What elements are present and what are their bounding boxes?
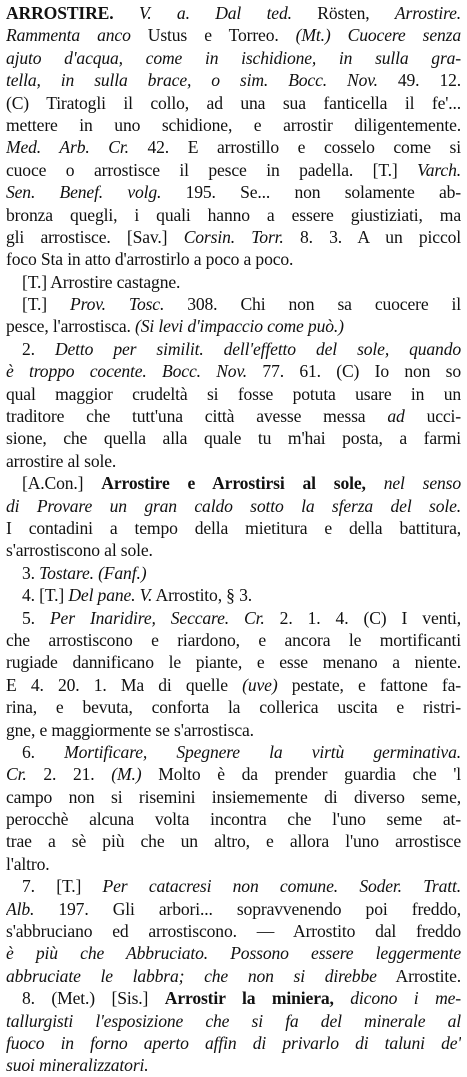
entry-line bbox=[6, 226, 461, 248]
entry-line bbox=[6, 338, 461, 360]
italic-text: Cuocere senza bbox=[347, 25, 461, 46]
italic-text: Mortificare, Spegnere la virtù germinativa. bbox=[64, 741, 461, 762]
roman-text bbox=[334, 988, 351, 1008]
entry-line bbox=[6, 248, 461, 270]
entry-line bbox=[6, 853, 461, 875]
roman-text: 2. 21. bbox=[26, 764, 112, 785]
roman-text: 308. Chi non sa cuocere il bbox=[164, 294, 461, 315]
entry-line bbox=[6, 830, 461, 852]
entry-line bbox=[6, 181, 461, 203]
roman-text: traditore che tutt'una città avesse messa bbox=[6, 406, 388, 427]
italic-text: (Si levi d'impaccio come può.) bbox=[134, 316, 344, 337]
roman-text: bronza quegli, i quali hanno a essere giustiziati, ma bbox=[6, 204, 461, 225]
entry-line bbox=[6, 987, 461, 1009]
entry-line bbox=[6, 360, 461, 382]
entry-line bbox=[6, 293, 461, 315]
roman-text: [T.] Arrostire castagne. bbox=[22, 271, 181, 292]
entry-line bbox=[6, 763, 461, 785]
entry-line bbox=[6, 2, 461, 24]
roman-text: s'arrostiscono al sole. bbox=[6, 540, 153, 561]
roman-text: Rösten, bbox=[291, 3, 395, 23]
entry-line bbox=[6, 450, 461, 472]
entry-line bbox=[6, 159, 461, 181]
entry-line bbox=[6, 472, 461, 494]
italic-text: abbruciate le labbra; che non si direbbe bbox=[6, 965, 377, 986]
italic-text: Detto per similit. dell'effetto del sole, quando bbox=[54, 338, 461, 359]
italic-text: Per Inaridire, Seccare. Cr. bbox=[49, 607, 265, 628]
italic-text: suoi mineralizzatori. bbox=[6, 1055, 149, 1076]
italic-text: di Provare un gran caldo sotto la sferza del sole. bbox=[6, 495, 461, 516]
entry-line bbox=[6, 1032, 461, 1054]
entry-line bbox=[6, 741, 461, 763]
entry-line bbox=[6, 898, 461, 920]
italic-text: tallurgisti l'esposizione che si fa del minerale al bbox=[6, 1010, 461, 1031]
entry-line bbox=[6, 517, 461, 539]
entry-line bbox=[6, 47, 461, 69]
italic-text: Sen. Benef. volg. bbox=[6, 182, 162, 203]
italic-text: Per catacresi non comune. Soder. Tratt. bbox=[102, 876, 461, 897]
entry-line bbox=[6, 495, 461, 517]
roman-text: 2. 1. 4. (C) I venti, bbox=[264, 607, 461, 628]
italic-text: ajuto d'acqua, come in ischidione, in sulla gra- bbox=[6, 47, 461, 68]
roman-text: Arrostito, § 3. bbox=[152, 585, 252, 606]
entry-line bbox=[6, 315, 461, 337]
dictionary-entry-arrostire bbox=[6, 2, 461, 1077]
roman-text: (C) Tiratogli il collo, ad una sua fanticella il fe'... bbox=[6, 92, 461, 113]
roman-text: 49. 12. bbox=[377, 70, 461, 91]
italic-text: Del pane. V. bbox=[68, 585, 153, 606]
roman-text bbox=[366, 473, 384, 493]
entry-line bbox=[6, 427, 461, 449]
roman-text: campo non si risemini insiememente di diverso seme, bbox=[6, 786, 461, 807]
roman-text: 195. Se... non solamente ab- bbox=[161, 182, 461, 203]
roman-text: Ustus e Torreo. bbox=[130, 25, 296, 46]
entry-line bbox=[6, 114, 461, 136]
entry-line bbox=[6, 271, 461, 293]
roman-text: gli arrostisce. [Sav.] bbox=[6, 226, 184, 247]
entry-line bbox=[6, 383, 461, 405]
entry-line bbox=[6, 719, 461, 741]
italic-text: Cr. bbox=[6, 764, 27, 785]
roman-text: che arrostiscono e riardono, e ancora le mortificanti bbox=[6, 629, 461, 650]
entry-line bbox=[6, 69, 461, 91]
roman-text: sione, che quella alla quale tu m'hai posta, a farmi bbox=[6, 428, 461, 449]
italic-text: Arrostire. bbox=[394, 3, 461, 23]
italic-text: tella, in sulla brace, o sim. Bocc. Nov. bbox=[6, 70, 378, 91]
roman-text: perocchè alcuna volta incontra che l'uno seme at- bbox=[6, 809, 461, 830]
entry-line bbox=[6, 607, 461, 629]
entry-line bbox=[6, 539, 461, 561]
entry-line bbox=[6, 204, 461, 226]
entry-line bbox=[6, 562, 461, 584]
italic-text: nel senso bbox=[383, 473, 461, 494]
entry-line bbox=[6, 674, 461, 696]
roman-text: Arrostite. bbox=[376, 965, 461, 986]
roman-text: Molto è da prender guardia che 'l bbox=[141, 764, 461, 785]
roman-text bbox=[114, 3, 139, 23]
roman-text: s'abbruciano ed arrostiscono. — Arrostito dal freddo bbox=[6, 921, 461, 942]
roman-text: [T.] bbox=[22, 294, 70, 315]
roman-text: 42. E arrostillo e cosselo come si bbox=[128, 137, 461, 158]
roman-text: 77. 61. (C) Io non so bbox=[247, 361, 461, 382]
bold-text: Arrostir la miniera, bbox=[164, 988, 334, 1009]
italic-text: Corsin. Torr. bbox=[183, 226, 284, 247]
entry-line bbox=[6, 405, 461, 427]
italic-text: (M.) bbox=[111, 764, 142, 785]
roman-text: 197. Gli arbori... sopravvenendo poi freddo, bbox=[34, 898, 461, 919]
roman-text: ucci- bbox=[404, 406, 461, 427]
roman-text: foco Sta in atto d'arrostirlo a poco a poco. bbox=[6, 249, 294, 270]
italic-text: dicono i me- bbox=[350, 988, 461, 1009]
roman-text bbox=[331, 25, 348, 45]
entry-line bbox=[6, 1054, 461, 1076]
italic-text: Tostare. (Fanf.) bbox=[39, 562, 147, 583]
roman-text: arrostire al sole. bbox=[6, 450, 117, 471]
roman-text: 4. [T.] bbox=[22, 585, 69, 606]
italic-text: (uve) bbox=[242, 674, 278, 695]
roman-text: 8. (Met.) [Sis.] bbox=[22, 988, 165, 1009]
entry-line bbox=[6, 942, 461, 964]
italic-text: è più che Abbruciato. Possono essere leggermente bbox=[6, 943, 461, 964]
roman-text: 2. bbox=[22, 338, 55, 359]
entry-line bbox=[6, 808, 461, 830]
roman-text: mettere in uno schidione, e arrostir diligentemente. bbox=[6, 114, 461, 135]
bold-text: ARROSTIRE. bbox=[6, 3, 114, 23]
entry-line bbox=[6, 875, 461, 897]
roman-text: E 4. 20. 1. Ma di quelle bbox=[6, 674, 243, 695]
roman-text: [A.Con.] bbox=[22, 473, 102, 494]
roman-text: 7. [T.] bbox=[22, 876, 103, 897]
roman-text: pestate, e fattone fa- bbox=[277, 674, 461, 695]
entry-line bbox=[6, 696, 461, 718]
entry-line bbox=[6, 92, 461, 114]
italic-text: Prov. Tosc. bbox=[70, 294, 165, 315]
entry-line bbox=[6, 136, 461, 158]
roman-text: qual maggior crudeltà si fosse potuta usare in un bbox=[6, 383, 461, 404]
entry-line bbox=[6, 584, 461, 606]
italic-text: fuoco in forno aperto affin di privarlo di taluni de' bbox=[6, 1032, 461, 1053]
roman-text: I contadini a tempo della mietitura e della battitura, bbox=[6, 517, 461, 538]
italic-text: Alb. bbox=[6, 898, 35, 919]
roman-text: pesce, l'arrostisca. bbox=[6, 316, 135, 337]
italic-text: è troppo cocente. Bocc. Nov. bbox=[6, 361, 248, 382]
roman-text: 6. bbox=[22, 741, 65, 762]
roman-text: 3. bbox=[22, 562, 40, 583]
entry-line bbox=[6, 965, 461, 987]
roman-text: trae a sè più che un altro, e allora l'uno arrostisce bbox=[6, 831, 461, 852]
entry-line bbox=[6, 651, 461, 673]
italic-text: ad bbox=[387, 406, 405, 427]
entry-line bbox=[6, 629, 461, 651]
italic-text: Rammenta anco bbox=[6, 25, 131, 46]
roman-text: 5. bbox=[22, 607, 50, 628]
roman-text: gne, e maggiormente se s'arrostisca. bbox=[6, 719, 254, 740]
roman-text: 8. 3. A un piccol bbox=[283, 226, 461, 247]
italic-text: (Mt.) bbox=[295, 25, 331, 46]
italic-text: Med. Arb. Cr. bbox=[6, 137, 129, 158]
italic-text: Varch. bbox=[417, 159, 461, 180]
roman-text: rugiade dannificano le piante, e esse menano a niente. bbox=[6, 652, 461, 673]
entry-line bbox=[6, 920, 461, 942]
bold-text: Arrostire e Arrostirsi al sole, bbox=[101, 473, 366, 494]
entry-line bbox=[6, 786, 461, 808]
roman-text: rina, e bevuta, conforta la collerica uscita e ristri- bbox=[6, 697, 461, 718]
roman-text: l'altro. bbox=[6, 853, 50, 874]
roman-text: cuoce o arrostisce il pesce in padella. [T.] bbox=[6, 159, 418, 180]
entry-line bbox=[6, 24, 461, 46]
italic-text: V. a. Dal ted. bbox=[138, 3, 292, 23]
